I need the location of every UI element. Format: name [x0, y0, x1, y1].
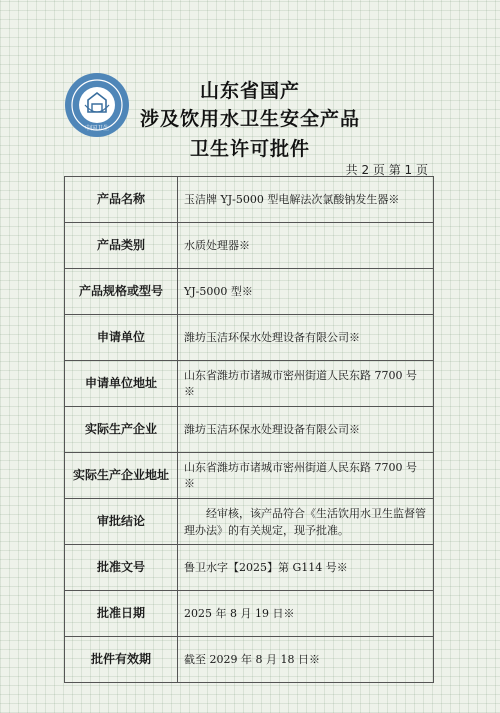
title-line-3: 卫生许可批件 [189, 138, 310, 160]
row-label: 实际生产企业 [65, 407, 178, 453]
row-value: YJ-5000 型※ [178, 269, 434, 315]
table-row [65, 499, 434, 545]
row-value: 水质处理器※ [178, 223, 434, 269]
table-row [65, 315, 434, 361]
row-value: 鲁卫水字【2025】第 G114 号※ [178, 545, 434, 591]
row-value: 2025 年 8 月 19 日※ [178, 591, 434, 637]
table-row [65, 407, 434, 453]
row-value: 玉洁牌 YJ-5000 型电解法次氯酸钠发生器※ [178, 177, 434, 223]
row-label: 产品名称 [65, 177, 178, 223]
table-row [65, 177, 434, 223]
row-label: 产品类别 [65, 223, 178, 269]
row-value: 截至 2029 年 8 月 18 日※ [178, 637, 434, 683]
row-value: 潍坊玉洁环保水处理设备有限公司※ [178, 315, 434, 361]
table-row [65, 223, 434, 269]
row-label: 申请单位 [65, 315, 178, 361]
row-label: 批准日期 [65, 591, 178, 637]
seal-text: 中国卫生 [84, 125, 110, 132]
row-label: 批准文号 [65, 545, 178, 591]
page-counter: 共 2 页 第 1 页 [345, 163, 428, 177]
table-row [65, 453, 434, 499]
license-table [64, 176, 434, 683]
table-row [65, 591, 434, 637]
table-row [65, 637, 434, 683]
row-label: 实际生产企业地址 [65, 453, 178, 499]
row-label: 申请单位地址 [65, 361, 178, 407]
table-row [65, 545, 434, 591]
row-label: 审批结论 [65, 499, 178, 545]
title-line-2: 涉及饮用水卫生安全产品 [139, 108, 360, 130]
row-label: 批件有效期 [65, 637, 178, 683]
title-line-1: 山东省国产 [199, 80, 300, 102]
table-row [65, 361, 434, 407]
row-value: 潍坊玉洁环保水处理设备有限公司※ [178, 407, 434, 453]
row-label: 产品规格或型号 [65, 269, 178, 315]
row-value: 山东省潍坊市诸城市密州街道人民东路 7700 号※ [178, 361, 434, 407]
table-row [65, 269, 434, 315]
row-value: 经审核，该产品符合《生活饮用水卫生监督管理办法》的有关规定，现予批准。 [178, 499, 434, 545]
row-value: 山东省潍坊市诸城市密州街道人民东路 7700 号※ [178, 453, 434, 499]
